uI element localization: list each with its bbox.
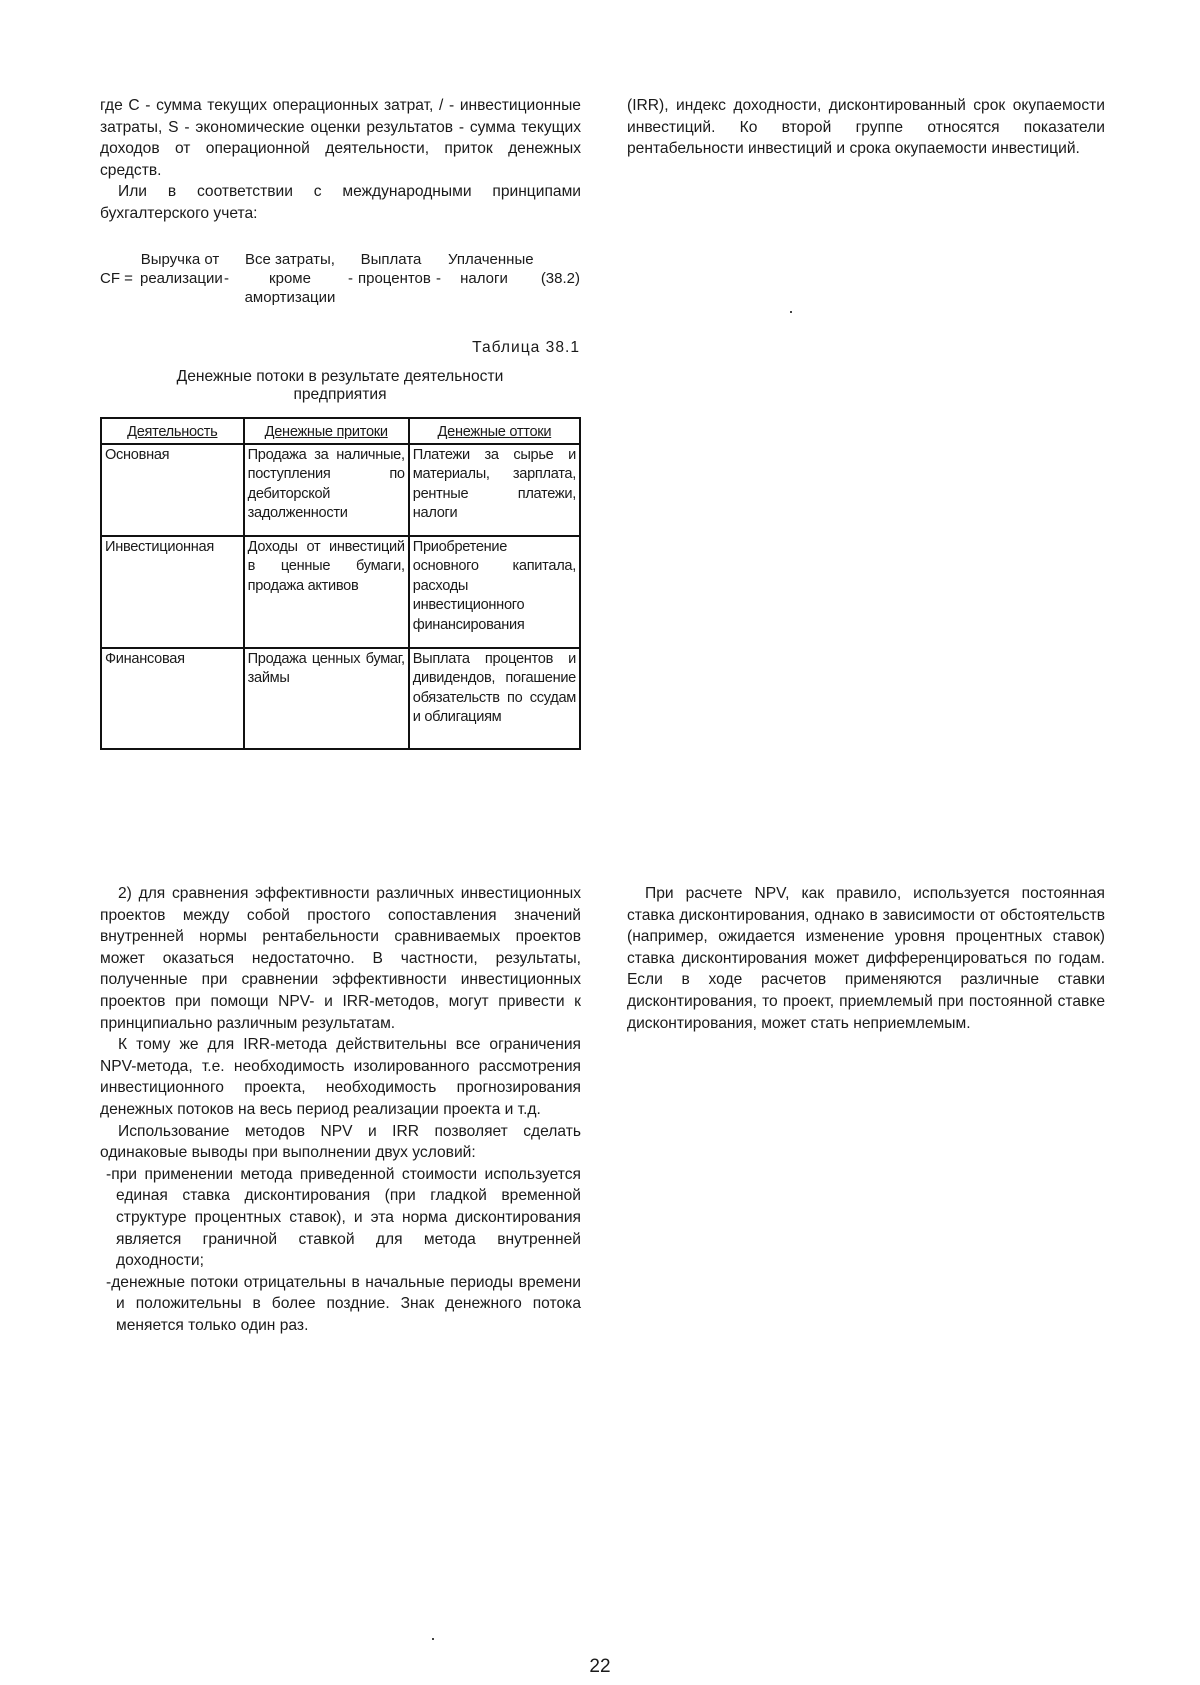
cash-flows-table: [100, 417, 581, 750]
table-row: [101, 648, 580, 749]
top-left-column: [100, 95, 581, 225]
scan-speck: [790, 311, 792, 313]
condition-list-item: -денежные потоки отрицательны в начальные периоды времени и положительны в более поздние. Знак денежного потока меняется только один раз.: [106, 1273, 581, 1334]
npv-irr-conditions-paragraph: Использование методов NPV и IRR позволяет сделать одинаковые выводы при выполнении двух условий:: [100, 1122, 581, 1162]
formula-minus-3: -: [436, 270, 441, 287]
top-right-column: [627, 95, 1105, 160]
formula-minus-1: -: [224, 270, 229, 287]
ifrs-intro-paragraph: Или в соответствии с международными принципами бухгалтерского учета:: [100, 183, 581, 222]
formula-term-interest: Выплата процентов: [358, 251, 431, 287]
table-cell: Основная: [101, 444, 244, 536]
table-row: [101, 536, 580, 648]
bottom-left-column: [100, 883, 581, 1336]
page-number: 22: [589, 1656, 611, 1677]
table-cell: Финансовая: [101, 648, 244, 749]
table-cell: Приобретение основного капитала, расходы инвестиционного финансирования: [409, 536, 580, 648]
table-cell: Продажа за наличные, поступления по дебиторской задолженности: [244, 444, 409, 536]
table-cell: Выплата процентов и дивидендов, погашение обязательств по ссудам и облигациям: [409, 648, 580, 749]
formula-lhs: CF =: [100, 270, 133, 287]
table-header-row: [101, 418, 580, 444]
irr-comparison-paragraph: 2) для сравнения эффективности различных инвестиционных проектов между собой простого сопоставления значений внутренней нормы рентабельности сравниваемых проектов может оказаться недостаточно. В частности, результаты, полученные при сравнении эффективности инвестиционных проектов при помощи NPV- и IRR-методов, могут привести к принципиально различным результатам.: [100, 885, 581, 1032]
bottom-right-column: [627, 883, 1105, 1034]
formula-minus-2: -: [348, 270, 353, 287]
table-cell: Инвестиционная: [101, 536, 244, 648]
table-label: Таблица 38.1: [472, 339, 580, 356]
table-cell: Доходы от инвестиций в ценные бумаги, продажа активов: [244, 536, 409, 648]
table-cell: Платежи за сырье и материалы, зарплата, рентные платежи, налоги: [409, 444, 580, 536]
formula-term-revenue: Выручка от реализации: [140, 251, 223, 287]
column-header: Денежные оттоки: [409, 418, 580, 444]
condition-list-item: -при применении метода приведенной стоимости используется единая ставка дисконтирования (при гладкой временной структуре процентных ставок), и эта норма дисконтирования является граничной ставкой для метода внутренней доходности;: [106, 1165, 581, 1270]
table-cell: Продажа ценных бумаг, займы: [244, 648, 409, 749]
column-header: Денежные притоки: [244, 418, 409, 444]
formula-number: (38.2): [540, 270, 580, 287]
table-title: Денежные потоки в результате деятельности предприятия: [176, 368, 504, 403]
definition-paragraph: где C - сумма текущих операционных затрат, / - инвестиционные затраты, S - экономические оценки результатов - сумма текущих доходов от операционной деятельности, приток денежных средств.: [100, 97, 581, 179]
scan-speck: [432, 1638, 434, 1640]
column-header: Деятельность: [101, 418, 244, 444]
indicators-paragraph: (IRR), индекс доходности, дисконтированный срок окупаемости инвестиций. Ко второй группе относятся показатели рентабельности инвестиций и срока окупаемости инвестиций.: [627, 97, 1105, 158]
irr-limitations-paragraph: К тому же для IRR-метода действительны все ограничения NPV-метода, т.е. необходимость изолированного рассмотрения инвестиционного проекта, необходимость прогнозирования денежных потоков на весь период реализации проекта и т.д.: [100, 1036, 581, 1118]
formula-term-costs: Все затраты, кроме амортизации: [244, 251, 336, 306]
formula-term-taxes: Уплаченные налоги: [448, 251, 534, 287]
table-row: [101, 444, 580, 536]
npv-discount-rate-paragraph: При расчете NPV, как правило, используется постоянная ставка дисконтирования, однако в зависимости от обстоятельств (например, ожидается изменение уровня процентных ставок) ставка дисконтирования может дифференцироваться по годам. Если в ходе расчетов применяются различные ставки дисконтирования, то проект, приемлемый при постоянной ставке дисконтирования, может стать неприемлемым.: [627, 885, 1105, 1032]
